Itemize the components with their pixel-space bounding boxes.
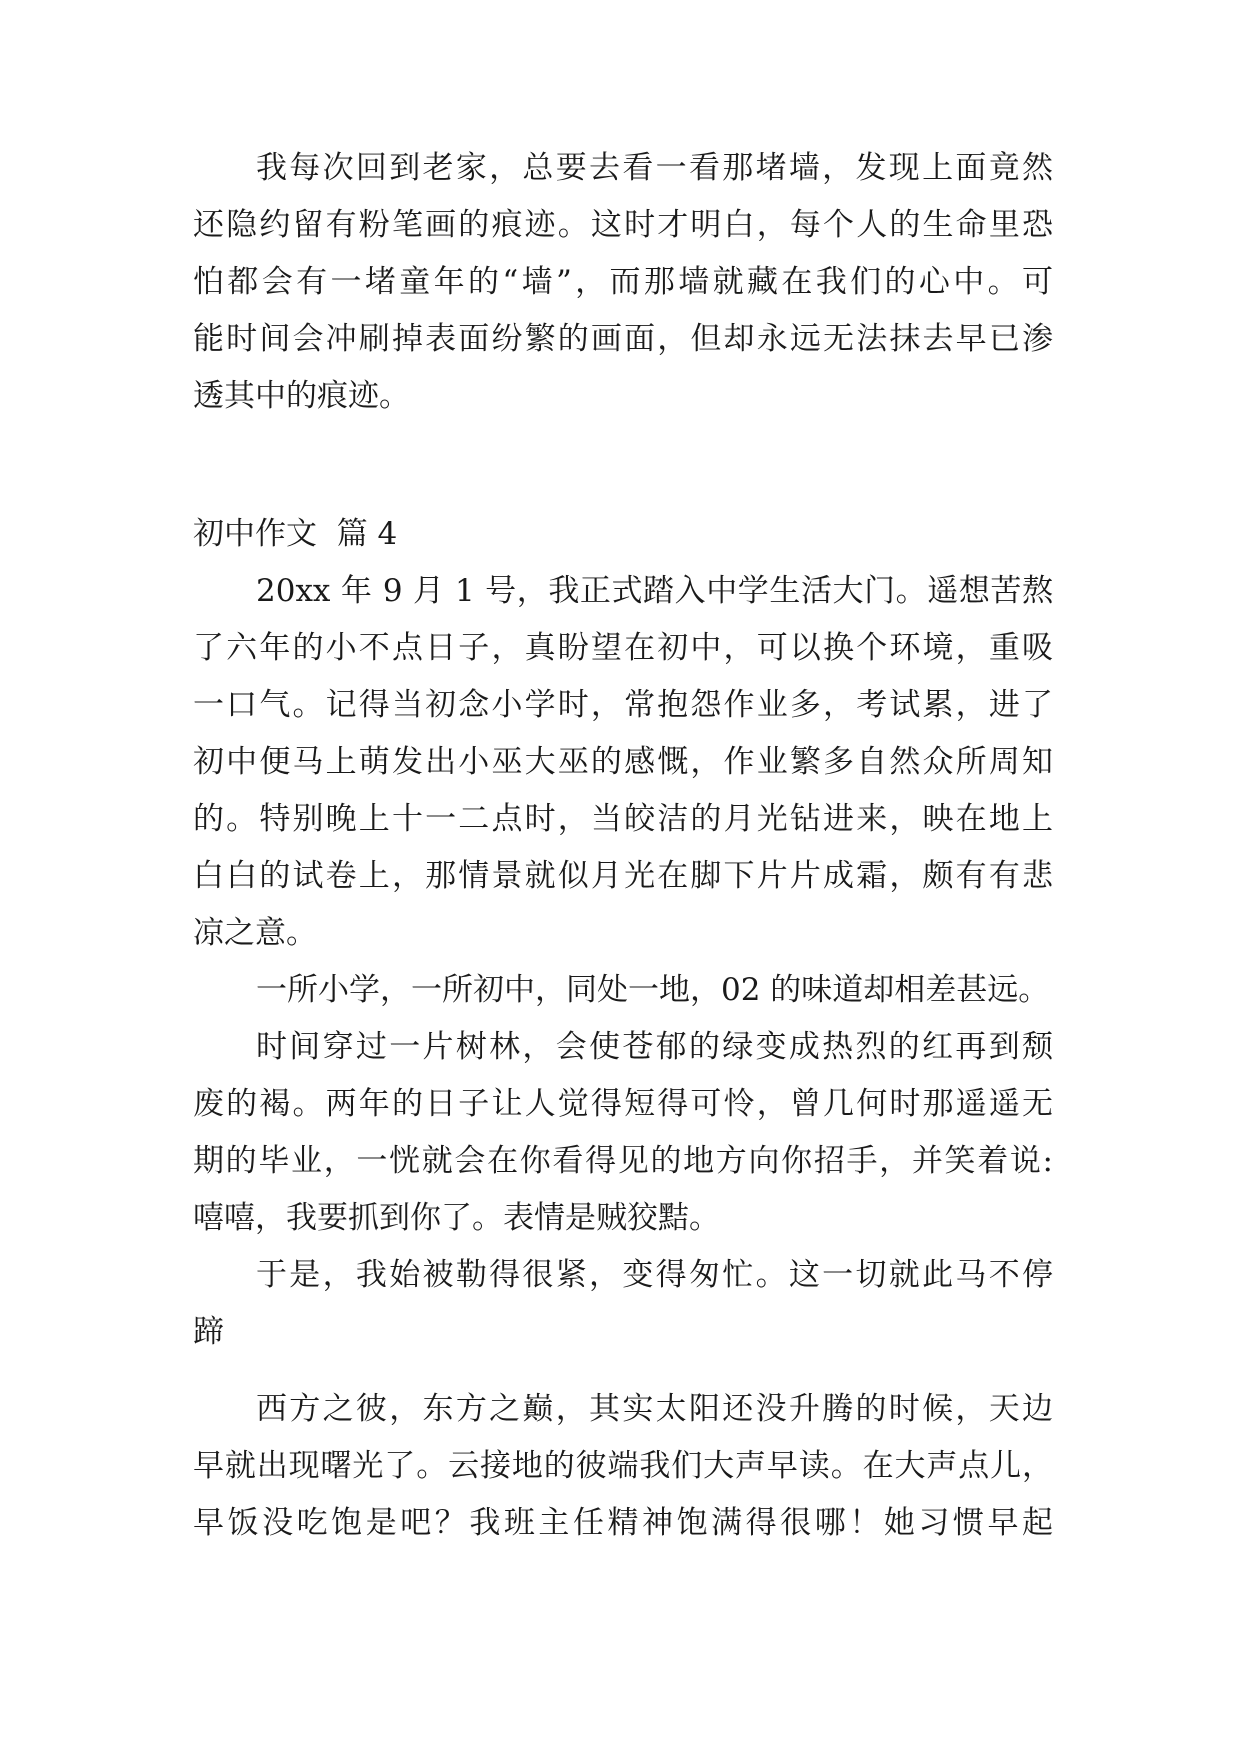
body-text-line: 初中便马上萌发出小巫大巫的感慨，作业繁多自然众所周知 <box>193 744 1053 780</box>
body-text-line: 早饭没吃饱是吧？我班主任精神饱满得很哪！她习惯早起 <box>193 1505 1053 1541</box>
body-text-line: 凉之意。 <box>193 915 317 951</box>
body-text-line: 于是，我始被勒得很紧，变得匆忙。这一切就此马不停 <box>256 1257 1053 1293</box>
body-text-line: 能时间会冲刷掉表面纷繁的画面，但却永远无法抹去早已渗 <box>193 321 1053 357</box>
body-text-line: 废的褐。两年的日子让人觉得短得可怜，曾几何时那遥遥无 <box>193 1086 1053 1122</box>
body-text-line: 白白的试卷上，那情景就似月光在脚下片片成霜，颇有有悲 <box>193 858 1053 894</box>
body-text-line: 早就出现曙光了。云接地的彼端我们大声早读。在大声点儿， <box>193 1448 1053 1484</box>
body-text-line: 嘻嘻，我要抓到你了。表情是贼狡黠。 <box>193 1200 720 1236</box>
body-text-line: 时间穿过一片树林，会使苍郁的绿变成热烈的红再到颓 <box>256 1029 1053 1065</box>
body-text-line: 怕都会有一堵童年的“墙”，而那墙就藏在我们的心中。可 <box>193 264 1053 300</box>
body-text-line: 了六年的小不点日子，真盼望在初中，可以换个环境，重吸 <box>193 630 1053 666</box>
body-text-line: 西方之彼，东方之巅，其实太阳还没升腾的时候，天边 <box>256 1391 1053 1427</box>
body-text-line: 20xx 年 9 月 1 号，我正式踏入中学生活大门。遥想苦熬 <box>256 573 1053 609</box>
section-heading: 初中作文 篇 4 <box>193 516 398 552</box>
body-text-line: 蹄 <box>193 1314 224 1350</box>
body-text-line: 透其中的痕迹。 <box>193 378 410 414</box>
body-text-line: 一所小学，一所初中，同处一地，02 的味道却相差甚远。 <box>256 972 1050 1008</box>
body-text-line: 一口气。记得当初念小学时，常抱怨作业多，考试累，进了 <box>193 687 1053 723</box>
body-text-line: 我每次回到老家，总要去看一看那堵墙，发现上面竟然 <box>256 150 1053 186</box>
body-text-line: 还隐约留有粉笔画的痕迹。这时才明白，每个人的生命里恐 <box>193 207 1053 243</box>
body-text-line: 期的毕业，一恍就会在你看得见的地方向你招手，并笑着说: <box>193 1143 1053 1179</box>
body-text-line: 的。特别晚上十一二点时，当皎洁的月光钻进来，映在地上 <box>193 801 1053 837</box>
